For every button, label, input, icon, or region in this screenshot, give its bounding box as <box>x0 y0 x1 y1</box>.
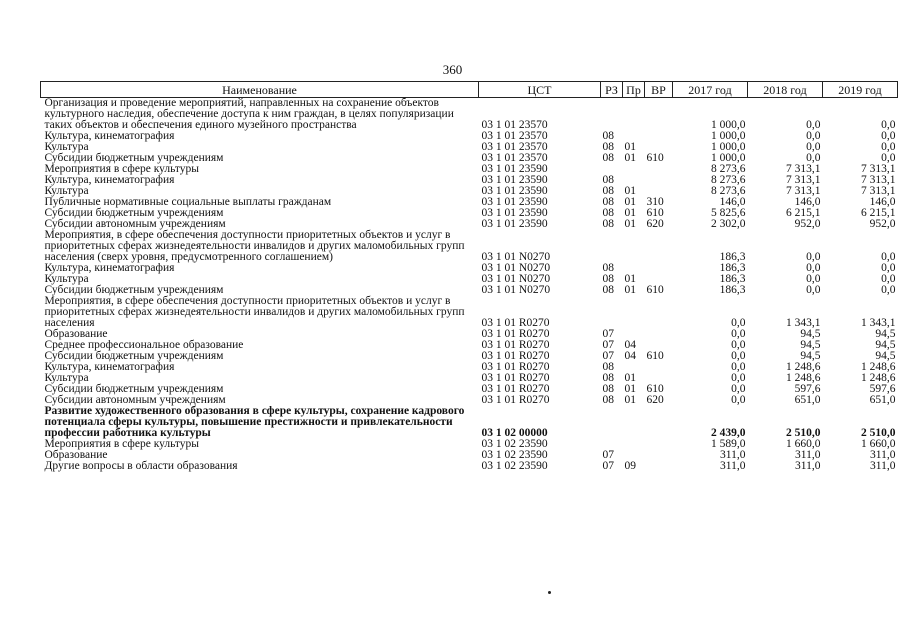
row-pr: 01 <box>624 383 636 395</box>
header-pr: Пр <box>623 82 645 98</box>
row-cst: 03 1 01 23590 <box>481 185 548 197</box>
row-2019: 0,0 <box>881 251 896 263</box>
row-rz: 07 <box>602 339 614 351</box>
page-number: 360 <box>442 62 463 77</box>
row-2017: 0,0 <box>731 350 746 362</box>
header-2017: 2017 год <box>673 82 748 98</box>
row-vr <box>645 131 673 142</box>
header-2019: 2019 год <box>823 82 898 98</box>
row-2019: 0,0 <box>881 119 896 131</box>
row-pr: 04 <box>624 350 636 362</box>
row-pr: 01 <box>624 273 636 285</box>
row-vr <box>645 406 673 439</box>
row-rz <box>601 98 623 132</box>
row-vr <box>645 263 673 274</box>
row-2019: 1 248,6 <box>861 361 896 373</box>
row-2017: 1 000,0 <box>711 130 746 142</box>
row-2018: 94,5 <box>800 350 821 362</box>
row-2018: 0,0 <box>806 262 821 274</box>
row-name: Культура, кинематография <box>44 361 175 373</box>
row-2019: 651,0 <box>869 394 896 406</box>
row-name: Культура <box>44 141 89 153</box>
row-rz: 08 <box>602 262 614 274</box>
row-cst: 03 1 02 23590 <box>481 449 548 461</box>
row-vr <box>645 175 673 186</box>
row-2019: 1 660,0 <box>861 438 896 450</box>
row-2017: 5 825,6 <box>711 207 746 219</box>
row-pr: 01 <box>624 141 636 153</box>
row-cst: 03 1 01 23570 <box>481 119 548 131</box>
row-name: Среднее профессиональное образование <box>44 339 244 351</box>
row-rz: 07 <box>602 449 614 461</box>
row-2018: 6 215,1 <box>786 207 821 219</box>
row-2018: 1 343,1 <box>786 317 821 329</box>
row-vr <box>645 329 673 340</box>
row-pr: 01 <box>624 152 636 164</box>
row-name: Субсидии бюджетным учреждениям <box>44 152 224 164</box>
row-rz <box>601 230 623 263</box>
row-2017: 2 439,0 <box>711 427 746 439</box>
row-rz: 08 <box>602 207 614 219</box>
row-pr: 09 <box>624 460 636 472</box>
row-2017: 0,0 <box>731 383 746 395</box>
row-2017: 1 000,0 <box>711 119 746 131</box>
row-2017: 8 273,6 <box>711 163 746 175</box>
row-rz <box>601 406 623 439</box>
row-pr: 01 <box>624 218 636 230</box>
row-2019: 311,0 <box>870 460 896 472</box>
row-rz: 08 <box>602 196 614 208</box>
row-2018: 0,0 <box>806 273 821 285</box>
row-cst: 03 1 02 23590 <box>481 438 548 450</box>
row-cst: 03 1 01 23590 <box>481 163 548 175</box>
row-pr <box>623 406 645 439</box>
row-name: Мероприятия, в сфере обеспечения доступности приоритетных объектов и услуг в приоритетных сферах жизнедеятельности инвалидов и других маломобильных групп населения (сверх уровня, предусмотренного соглашением) <box>44 229 465 263</box>
row-2019: 2 510,0 <box>861 427 896 439</box>
row-2019: 7 313,1 <box>861 163 896 175</box>
row-2019: 6 215,1 <box>861 207 896 219</box>
row-pr <box>623 164 645 175</box>
row-name: Образование <box>44 449 108 461</box>
row-pr <box>623 296 645 329</box>
row-2018: 1 660,0 <box>786 438 821 450</box>
row-name: Субсидии бюджетным учреждениям <box>44 207 224 219</box>
row-pr: 01 <box>624 196 636 208</box>
row-name: Субсидии бюджетным учреждениям <box>44 383 224 395</box>
row-pr: 04 <box>624 339 636 351</box>
row-name: Культура, кинематография <box>44 174 175 186</box>
row-rz: 08 <box>602 284 614 296</box>
row-2019: 311,0 <box>870 449 896 461</box>
row-cst: 03 1 01 23590 <box>481 207 548 219</box>
row-2019: 94,5 <box>875 350 896 362</box>
row-rz: 08 <box>602 218 614 230</box>
table-row <box>41 98 898 132</box>
row-cst: 03 1 01 23570 <box>481 152 548 164</box>
row-pr: 01 <box>624 372 636 384</box>
row-2019: 597,6 <box>869 383 896 395</box>
row-cst: 03 1 01 N0270 <box>481 262 551 274</box>
row-rz: 08 <box>602 372 614 384</box>
row-name: Субсидии автономным учреждениям <box>44 218 226 230</box>
row-pr <box>623 230 645 263</box>
row-cst: 03 1 01 R0270 <box>481 350 550 362</box>
row-rz: 08 <box>602 174 614 186</box>
row-2017: 186,3 <box>719 273 746 285</box>
row-rz: 08 <box>602 141 614 153</box>
row-2018: 7 313,1 <box>786 185 821 197</box>
header-2018: 2018 год <box>748 82 823 98</box>
row-vr <box>645 98 673 132</box>
row-cst: 03 1 02 23590 <box>481 460 548 472</box>
row-2017: 186,3 <box>719 284 746 296</box>
row-2017: 0,0 <box>731 328 746 340</box>
row-2019: 0,0 <box>881 273 896 285</box>
header-rz: РЗ <box>601 82 623 98</box>
table-header <box>41 82 898 98</box>
row-2017: 1 589,0 <box>711 438 746 450</box>
row-vr <box>645 461 673 472</box>
row-name: Субсидии бюджетным учреждениям <box>44 350 224 362</box>
row-2017: 1 000,0 <box>711 141 746 153</box>
row-2019: 0,0 <box>881 284 896 296</box>
row-pr <box>623 98 645 132</box>
row-2018: 1 248,6 <box>786 372 821 384</box>
row-vr: 620 <box>646 394 664 406</box>
row-name: Культура <box>44 273 89 285</box>
row-cst: 03 1 01 23570 <box>481 130 548 142</box>
row-2019: 0,0 <box>881 141 896 153</box>
row-pr <box>623 439 645 450</box>
row-2019: 952,0 <box>869 218 896 230</box>
header-vr: ВР <box>645 82 673 98</box>
row-cst: 03 1 01 23570 <box>481 141 548 153</box>
row-rz: 08 <box>602 130 614 142</box>
table-body <box>41 98 898 473</box>
row-cst: 03 1 01 R0270 <box>481 328 550 340</box>
row-vr: 610 <box>646 207 664 219</box>
table-row <box>41 175 898 186</box>
row-pr: 01 <box>624 207 636 219</box>
row-name: Субсидии автономным учреждениям <box>44 394 226 406</box>
table-row <box>41 439 898 450</box>
row-vr: 610 <box>646 350 664 362</box>
row-name: Культура, кинематография <box>44 130 175 142</box>
row-rz: 08 <box>602 383 614 395</box>
row-2017: 0,0 <box>731 339 746 351</box>
row-2018: 94,5 <box>800 339 821 351</box>
row-2018: 651,0 <box>794 394 821 406</box>
row-name: Организация и проведение мероприятий, направленных на сохранение объектов культурного наследия, обеспечение доступа к ним граждан, в целях популяризации таких объектов и обеспечения единого музейного пространства <box>44 97 454 131</box>
row-cst: 03 1 01 N0270 <box>481 284 551 296</box>
row-cst: 03 1 01 R0270 <box>481 383 550 395</box>
row-2017: 186,3 <box>719 262 746 274</box>
row-2019: 94,5 <box>875 339 896 351</box>
row-2017: 0,0 <box>731 372 746 384</box>
row-vr: 620 <box>646 218 664 230</box>
row-2019: 0,0 <box>881 152 896 164</box>
row-2019: 0,0 <box>881 262 896 274</box>
row-2018: 7 313,1 <box>786 163 821 175</box>
row-2019: 7 313,1 <box>861 185 896 197</box>
row-rz: 08 <box>602 361 614 373</box>
row-2018: 7 313,1 <box>786 174 821 186</box>
stray-dot <box>548 591 551 594</box>
row-2017: 186,3 <box>719 251 746 263</box>
row-name: Мероприятия в сфере культуры <box>44 163 200 175</box>
row-cst: 03 1 01 R0270 <box>481 372 550 384</box>
row-vr: 310 <box>646 196 664 208</box>
row-vr: 610 <box>646 383 664 395</box>
row-cst: 03 1 01 N0270 <box>481 273 551 285</box>
row-rz <box>601 296 623 329</box>
row-cst: 03 1 01 23590 <box>481 196 548 208</box>
row-vr: 610 <box>646 284 664 296</box>
row-cst: 03 1 02 00000 <box>481 427 548 439</box>
row-cst: 03 1 01 23590 <box>481 218 548 230</box>
row-2019: 1 343,1 <box>861 317 896 329</box>
row-name: Развитие художественного образования в сфере культуры, сохранение кадрового потенциала сферы культуры, повышение престижности и привлекательности профессии работника культуры <box>44 405 465 439</box>
row-name: Культура <box>44 185 89 197</box>
row-vr <box>645 450 673 461</box>
row-cst: 03 1 01 N0270 <box>481 251 551 263</box>
row-2018: 0,0 <box>806 152 821 164</box>
row-2019: 0,0 <box>881 130 896 142</box>
row-2018: 0,0 <box>806 141 821 153</box>
row-rz: 08 <box>602 273 614 285</box>
row-2017: 311,0 <box>720 449 746 461</box>
row-pr: 01 <box>624 394 636 406</box>
row-2019: 7 313,1 <box>861 174 896 186</box>
row-cst: 03 1 01 R0270 <box>481 339 550 351</box>
row-vr: 610 <box>646 152 664 164</box>
row-vr <box>645 296 673 329</box>
row-2017: 0,0 <box>731 394 746 406</box>
table-row <box>41 362 898 373</box>
row-name: Субсидии бюджетным учреждениям <box>44 284 224 296</box>
row-name: Культура, кинематография <box>44 262 175 274</box>
row-2018: 311,0 <box>795 449 821 461</box>
row-name: Другие вопросы в области образования <box>44 460 238 472</box>
row-vr <box>645 362 673 373</box>
table-row <box>41 406 898 439</box>
table-row <box>41 230 898 263</box>
row-rz: 07 <box>602 460 614 472</box>
row-vr <box>645 164 673 175</box>
row-2018: 146,0 <box>794 196 821 208</box>
table-row <box>41 131 898 142</box>
row-2018: 94,5 <box>800 328 821 340</box>
row-2018: 0,0 <box>806 284 821 296</box>
row-vr <box>645 439 673 450</box>
row-2019: 146,0 <box>869 196 896 208</box>
row-rz: 08 <box>602 394 614 406</box>
row-name: Мероприятия, в сфере обеспечения доступности приоритетных объектов и услуг в приоритетных сферах жизнедеятельности инвалидов и других маломобильных групп населения <box>44 295 465 329</box>
header-name: Наименование <box>41 82 479 98</box>
row-2018: 0,0 <box>806 251 821 263</box>
row-2017: 2 302,0 <box>711 218 746 230</box>
row-2018: 1 248,6 <box>786 361 821 373</box>
row-2017: 8 273,6 <box>711 185 746 197</box>
row-2017: 146,0 <box>719 196 746 208</box>
row-2018: 0,0 <box>806 119 821 131</box>
row-cst: 03 1 01 R0270 <box>481 361 550 373</box>
row-2019: 94,5 <box>875 328 896 340</box>
row-2018: 311,0 <box>795 460 821 472</box>
row-cst: 03 1 01 R0270 <box>481 394 550 406</box>
header-cst: ЦСТ <box>479 82 601 98</box>
row-name: Публичные нормативные социальные выплаты гражданам <box>44 196 332 208</box>
row-cst: 03 1 01 23590 <box>481 174 548 186</box>
row-name: Образование <box>44 328 108 340</box>
row-rz: 07 <box>602 350 614 362</box>
table-row <box>41 461 898 472</box>
row-pr: 01 <box>624 284 636 296</box>
row-2017: 311,0 <box>720 460 746 472</box>
row-cst: 03 1 01 R0270 <box>481 317 550 329</box>
row-name: Культура <box>44 372 89 384</box>
table-row <box>41 263 898 274</box>
row-2017: 0,0 <box>731 361 746 373</box>
row-2017: 8 273,6 <box>711 174 746 186</box>
row-name: Мероприятия в сфере культуры <box>44 438 200 450</box>
row-pr: 01 <box>624 185 636 197</box>
row-2019: 1 248,6 <box>861 372 896 384</box>
row-rz: 07 <box>602 328 614 340</box>
row-2018: 597,6 <box>794 383 821 395</box>
row-2018: 2 510,0 <box>786 427 821 439</box>
budget-table <box>40 81 898 472</box>
row-2018: 0,0 <box>806 130 821 142</box>
row-rz: 08 <box>602 152 614 164</box>
row-2017: 0,0 <box>731 317 746 329</box>
row-rz: 08 <box>602 185 614 197</box>
row-vr <box>645 230 673 263</box>
row-2018: 952,0 <box>794 218 821 230</box>
table-row <box>41 296 898 329</box>
row-2017: 1 000,0 <box>711 152 746 164</box>
